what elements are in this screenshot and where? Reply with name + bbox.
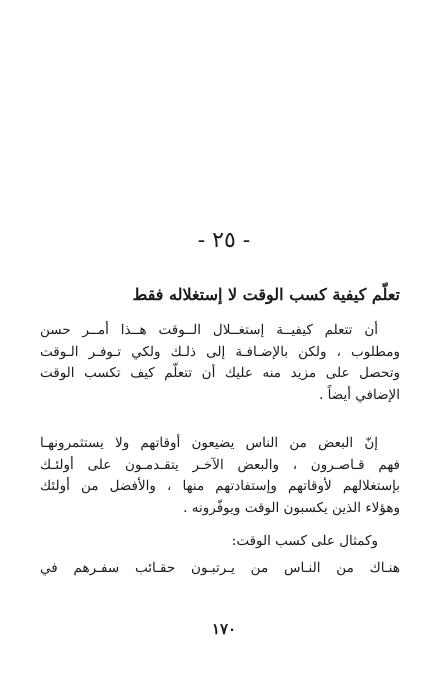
paragraph-line: وهؤلاء الذين يكسبون الوقت ويوفّرونه . <box>183 499 400 516</box>
paragraph-line: أن تتعلم كيفيــة إستغــلال الــوقت هــذا أمــر حسن <box>40 322 378 338</box>
paragraph-4 <box>40 558 400 580</box>
paragraph-line: وتحصل على مزيد منه عليك أن تتعلّم كيف تكسب الوقت <box>40 365 400 381</box>
section-heading: تعلّم كيفية كسب الوقت لا إستغلاله فقط <box>132 285 400 304</box>
section-number-marker: - ٢٥ - <box>197 228 251 253</box>
page-number: ١٧٠ <box>211 620 237 638</box>
paragraph-2 <box>40 433 400 519</box>
paragraph-3 <box>40 531 400 553</box>
paragraph-line: وكمثال على كسب الوقت: <box>231 533 378 549</box>
paragraph-1 <box>40 320 400 406</box>
paragraph-line: الإضافي أيضاً . <box>319 386 400 403</box>
paragraph-line: فهم قـاصـرون ، والبعض الآخـر يتقـدمـون على أولئـك <box>40 456 400 473</box>
paragraph-line: هنـاك من النـاس من يـرتبـون حقـائب سفـرهم في <box>40 560 400 576</box>
paragraph-line: إنّ البعض من الناس يضيعون أوقاتهم ولا يستثمرونهـا <box>40 435 378 451</box>
paragraph-line: ومطلوب ، ولكن بالإضـافـة إلى ذلـك ولكي تـوفـر الـوقت <box>40 343 400 360</box>
paragraph-line: بإستغلالهم لأوقاتهم وإستفادتهم منها ، والأفضل من أولئك <box>40 478 400 494</box>
